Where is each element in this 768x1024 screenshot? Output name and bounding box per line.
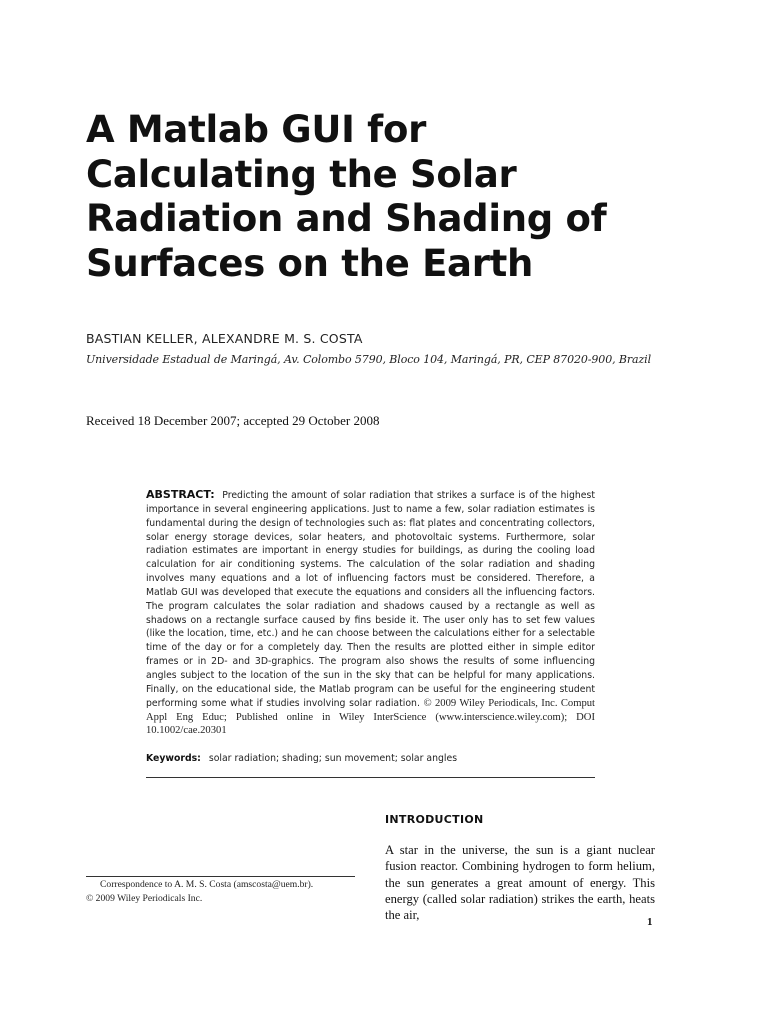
author-list: BASTIAN KELLER, ALEXANDRE M. S. COSTA bbox=[86, 331, 363, 346]
footnote-divider bbox=[86, 876, 355, 877]
article-title bbox=[86, 108, 686, 286]
abstract-text: Predicting the amount of solar radiation that strikes a surface is of the highest importance in several engineering applications. Just to name a few, solar radiation estimates is fundamental during the design of technologies such as: flat plates and concentrating collectors, solar energy storage devices, solar heaters, and photovoltaic systems. Furthermore, solar radiation estimates are important in energy studies for buildings, as during the cooling load calculation for air conditioning systems. The calculation of the solar radiation and shading involves many equations and a lot of influencing factors must be considered. Therefore, a Matlab GUI was developed that execute the equations and considers all the influencing factors. The program calculates the solar radiation and shadows caused by a rectangle as well as shadows on a rectangle surface caused by fins beside it. The user only has to set few values (like the location, time, etc.) and he can choose between the calculations either for a selectable time of the day or for a completely day. Then the results are plotted either in simple editor frames or in 2D- and 3D-graphics. The program also shows the results of some influencing angles subject to the location of the sun in the sky that can be helpful for many applications. Finally, on the educational side, the Matlab program can be useful for the engineering student performing some what if studies involving solar radiation. bbox=[146, 490, 595, 709]
footnote-correspondence: Correspondence to A. M. S. Costa (amscosta@uem.br). bbox=[100, 879, 314, 890]
keywords-block bbox=[146, 753, 457, 764]
page-number: 1 bbox=[647, 916, 653, 928]
keywords-text: solar radiation; shading; sun movement; solar angles bbox=[208, 753, 458, 764]
abstract-block bbox=[146, 488, 595, 738]
footnote-block bbox=[86, 878, 366, 905]
author-affiliation: Universidade Estadual de Maringá, Av. Colombo 5790, Bloco 104, Maringá, PR, CEP 87020-900, Brazil bbox=[86, 353, 652, 366]
keywords-label: Keywords: bbox=[146, 753, 201, 764]
title-line: Surfaces on the Earth bbox=[86, 241, 534, 285]
title-line: A Matlab GUI for bbox=[86, 108, 427, 151]
section-heading-introduction: INTRODUCTION bbox=[385, 813, 484, 826]
abstract-label: ABSTRACT: bbox=[146, 488, 215, 501]
title-line: Radiation and Shading of bbox=[86, 197, 607, 240]
received-dates: Received 18 December 2007; accepted 29 October 2008 bbox=[86, 413, 380, 428]
abstract-divider bbox=[146, 777, 595, 778]
abstract-citation: © 2009 Wiley Periodicals, Inc. Comput Appl Eng Educ; Published online in Wiley InterScience (www.interscience.wiley.com); DOI 10.1002/cae.20301 bbox=[146, 697, 595, 737]
title-line: Calculating the Solar bbox=[86, 152, 517, 196]
introduction-text: A star in the universe, the sun is a giant nuclear fusion reactor. Combining hydrogen to form helium, the sun generates a great amount of energy. This energy (called solar radiation) strikes the earth, heats the air, bbox=[385, 843, 655, 923]
footnote-copyright: © 2009 Wiley Periodicals Inc. bbox=[86, 892, 203, 904]
